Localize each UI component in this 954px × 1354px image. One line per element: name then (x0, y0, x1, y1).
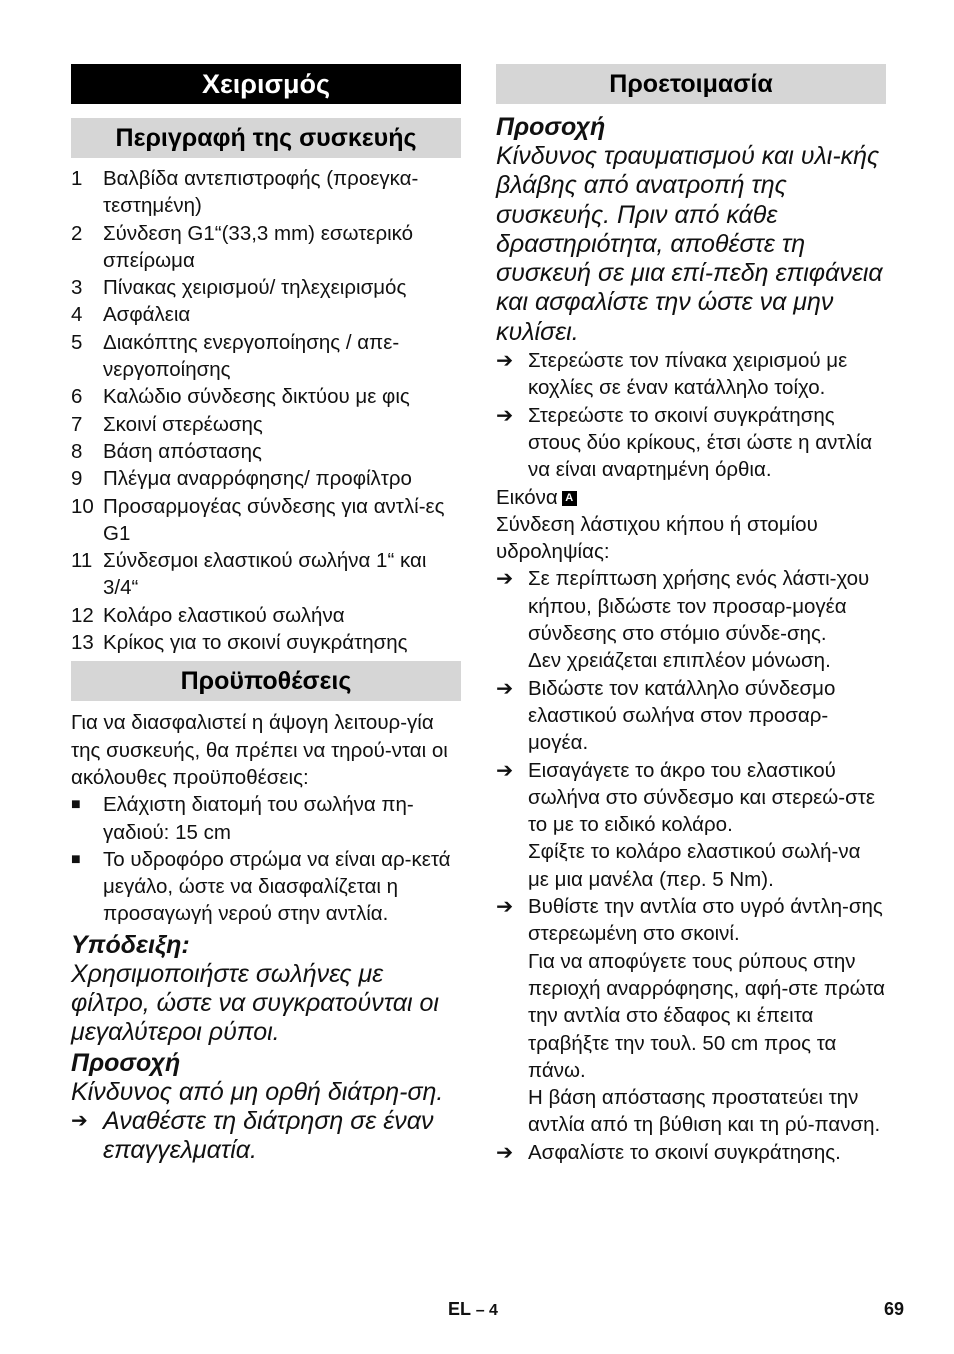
arrow-right-icon: ➔ (496, 403, 514, 427)
item-number: 4 (71, 303, 83, 327)
list-item (71, 493, 461, 548)
bullet-text: Το υδροφόρο στρώμα να είναι αρ-κετά μεγάλο, ώστε να διασφαλίζεται η προσαγωγή νερού στην αντλία. (103, 847, 451, 926)
list-item (71, 301, 461, 328)
arrow-right-icon: ➔ (496, 676, 514, 700)
item-number: 5 (71, 330, 83, 354)
step-text: Σε περίπτωση χρήσης ενός λάστι-χου κήπου, βιδώστε τον προσαρ-μογέα σύνδεσης στο στόμιο σύνδε-σης. (528, 567, 870, 646)
step-item (496, 402, 886, 484)
item-text: Πλέγμα αναρρόφησης/ προφίλτρο (103, 467, 412, 491)
step-body (528, 893, 886, 1139)
left-column (71, 64, 461, 1166)
step-item (496, 347, 886, 402)
note-text: Χρησιμοποιήστε σωλήνες με φίλτρο, ώστε να συγκρατούνται οι μεγαλύτεροι ρύποι. (71, 959, 439, 1047)
step-text: Βιδώστε τον κατάλληλο σύνδεσμο ελαστικού σωλήνα στον προσαρ-μογέα. (528, 676, 836, 755)
list-item (71, 329, 461, 384)
item-text: Σύνδεσμοι ελαστικού σωλήνα 1“ και 3/4“ (103, 549, 427, 600)
list-item (71, 220, 461, 275)
item-text: Βάση απόστασης (103, 439, 262, 463)
step-text: Στερεώστε το σκοινί συγκράτησης στους δύο κρίκους, έτσι ώστε η αντλία να είναι αναρτημένη όρθια. (528, 403, 873, 482)
step-subtext: Για να αποφύγετε τους ρύπους στην περιοχή αναρρόφησης, αφή-στε πρώτα την αντλία στο έδαφος κι έπειτα τραβήξτε την τουλ. 50 cm προς τα πάνω. (528, 949, 886, 1082)
arrow-right-icon: ➔ (71, 1109, 88, 1132)
item-number: 1 (71, 167, 83, 190)
step-text: Εισαγάγετε το άκρο του ελαστικού σωλήνα στο σύνδεσμο και στερεώ-στε το με το ειδικό κολάρο. (528, 758, 876, 837)
arrow-right-icon: ➔ (496, 895, 514, 919)
right-column (496, 64, 886, 1166)
item-text: Σύνδεση G1“(33,3 mm) εσωτερικό σπείρωμα (103, 221, 414, 272)
list-item (71, 629, 461, 656)
mounting-steps (496, 347, 886, 483)
step-item (496, 757, 886, 893)
arrow-right-icon: ➔ (496, 567, 514, 591)
arrow-right-icon: ➔ (496, 758, 514, 782)
section-title: Χειρισμός (71, 64, 461, 104)
item-number: 10 (71, 494, 94, 518)
step-text: Στερεώστε τον πίνακα χειρισμού με κοχλίες σε έναν κατάλληλο τοίχο. (528, 349, 848, 400)
figure-reference (496, 484, 886, 511)
hose-steps (496, 565, 886, 1166)
item-number: 8 (71, 439, 83, 463)
list-item (71, 274, 461, 301)
list-item (71, 547, 461, 602)
list-item (71, 602, 461, 629)
footer-section: – 4 (475, 1302, 498, 1319)
step-body (528, 565, 886, 674)
square-bullet-icon: ■ (71, 796, 81, 814)
arrow-right-icon: ➔ (496, 1140, 514, 1164)
footer-lang-section (448, 1299, 498, 1320)
list-item (71, 791, 461, 846)
item-number: 6 (71, 385, 83, 409)
item-text: Σκοινί στερέωσης (103, 412, 263, 436)
item-text: Κρίκος για το σκοινί συγκράτησης (103, 631, 408, 655)
device-parts-list (71, 165, 461, 656)
page-number: 69 (884, 1299, 905, 1319)
step-item (496, 565, 886, 674)
item-number: 12 (71, 603, 94, 627)
step-subtext: Η βάση απόστασης προστατεύει την αντλία από τη βύθιση και τη ρύ-πανση. (528, 1086, 881, 1137)
prerequisites-list (71, 791, 461, 927)
item-text: Διακόπτης ενεργοποίησης / απε-νεργοποίησης (103, 330, 400, 382)
step-item (496, 893, 886, 1139)
figure-a-icon: A (562, 491, 577, 506)
arrow-right-icon: ➔ (496, 349, 514, 373)
preparation-caution-title: Προσοχή (496, 113, 606, 141)
step-subtext: Δεν χρειάζεται επιπλέον μόνωση. (528, 649, 831, 673)
step-item (496, 675, 886, 757)
item-text: Ασφάλεια (103, 303, 191, 327)
preparation-caution-text: Κίνδυνος τραυματισμού και υλι-κής βλάβης από ανατροπή της συσκευής. Πριν από κάθε δραστηριότητα, αποθέστε τη συσκευή σε μια επί-πεδη επιφάνεια και ασφαλίστε την ώστε να μην κυλίσει. (496, 142, 883, 346)
step-text: Ασφαλίστε το σκοινί συγκράτησης. (528, 1140, 841, 1164)
item-text: Κολάρο ελαστικού σωλήνα (103, 603, 345, 627)
hose-connection-intro: Σύνδεση λάστιχου κήπου ή στομίου υδροληψίας: (496, 512, 818, 564)
caution-text: Κίνδυνος από μη ορθή διάτρη-ση. (71, 1077, 444, 1106)
item-number: 13 (71, 631, 94, 655)
list-item (71, 383, 461, 410)
item-text: Προσαρμογέας σύνδεσης για αντλί-ες G1 (103, 494, 445, 545)
preparation-heading: Προετοιμασία (496, 64, 886, 104)
step-text: Βυθίστε την αντλία στο υγρό άντλη-σης στερεωμένη στο σκοινί. (528, 895, 883, 946)
step-body (528, 757, 886, 893)
list-item (71, 165, 461, 220)
step-body (528, 675, 886, 757)
prerequisites-intro: Για να διασφαλιστεί η άψογη λειτουρ-γία της συσκευής, θα πρέπει να τηρού-νται οι ακόλουθες προϋποθέσεις: (71, 711, 448, 789)
item-number: 9 (71, 467, 83, 491)
step-item (496, 1139, 886, 1166)
item-number: 2 (71, 221, 83, 245)
item-number: 7 (71, 412, 83, 436)
note-title: Υπόδειξη: (71, 930, 190, 959)
caution-action (71, 1107, 461, 1166)
bullet-text: Ελάχιστη διατομή του σωλήνα πη-γαδιού: 15 cm (103, 793, 414, 844)
figure-label: Εικόνα (496, 485, 558, 509)
item-text: Βαλβίδα αντεπιστροφής (προεγκα-τεστημένη) (103, 167, 419, 218)
caution-title: Προσοχή (71, 1048, 181, 1077)
step-body (528, 1139, 886, 1166)
list-item (71, 438, 461, 465)
footer-language: EL (448, 1299, 471, 1319)
list-item (71, 846, 461, 928)
square-bullet-icon: ■ (71, 850, 81, 868)
list-item (71, 411, 461, 438)
item-number: 3 (71, 276, 83, 300)
item-text: Καλώδιο σύνδεσης δικτύου με φις (103, 385, 410, 409)
caution-action-text: Αναθέστε τη διάτρηση σε έναν επαγγελματία. (103, 1106, 434, 1165)
list-item (71, 465, 461, 492)
item-text: Πίνακας χειρισμού/ τηλεχειρισμός (103, 276, 407, 300)
prerequisites-heading: Προϋποθέσεις (71, 661, 461, 701)
device-description-heading: Περιγραφή της συσκευής (71, 118, 461, 158)
step-subtext: Σφίξτε το κολάρο ελαστικού σωλή-να με μια μανέλα (περ. 5 Nm). (528, 840, 861, 891)
item-number: 11 (71, 549, 93, 573)
